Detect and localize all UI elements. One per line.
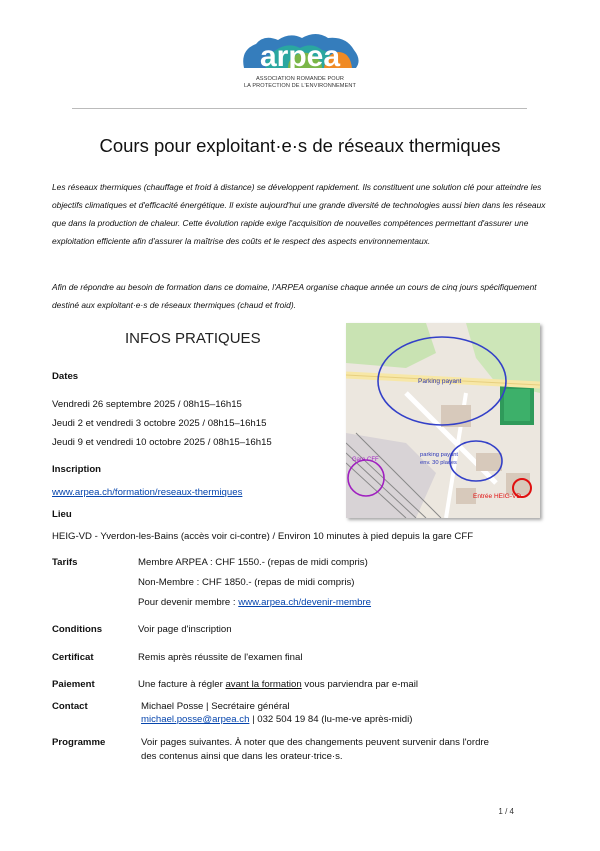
map-label-gare: Gare CFF	[352, 457, 379, 463]
programme-line-1: Voir pages suivantes. À noter que des changements peuvent survenir dans l'ordre	[141, 737, 489, 748]
devenir-membre-line	[138, 597, 371, 608]
conditions-label: Conditions	[52, 624, 103, 635]
devenir-membre-prefix: Pour devenir membre :	[138, 597, 239, 608]
map-label-entree: Entrée HEIG-VD	[473, 493, 522, 500]
location-map	[346, 323, 540, 518]
contact-details	[141, 714, 412, 725]
date-item-2: Jeudi 2 et vendredi 3 octobre 2025 / 08h15–16h15	[52, 418, 267, 429]
paiement-underlined: avant la formation	[225, 679, 302, 690]
infos-heading: INFOS PRATIQUES	[125, 330, 261, 347]
contact-name: Michael Posse | Secrétaire général	[141, 701, 290, 712]
logo-subtitle-line1: ASSOCIATION ROMANDE POUR	[255, 76, 345, 82]
inscription-link[interactable]: www.arpea.ch/formation/reseaux-thermiques	[52, 487, 243, 498]
date-item-1: Vendredi 26 septembre 2025 / 08h15–16h15	[52, 399, 242, 410]
tarifs-label: Tarifs	[52, 557, 78, 568]
programme-line-2: des contenus ainsi que dans les orateur·trice·s.	[141, 751, 343, 762]
header-divider	[72, 108, 527, 109]
paiement-text	[138, 679, 418, 690]
paiement-after: vous parviendra par e-mail	[301, 679, 418, 690]
dates-label: Dates	[52, 371, 79, 382]
certificat-label: Certificat	[52, 652, 94, 663]
inscription-label: Inscription	[52, 464, 102, 475]
logo-graphic	[238, 30, 362, 74]
lieu-text: HEIG-VD - Yverdon-les-Bains (accès voir ci-contre) / Environ 10 minutes à pied depuis la gare CFF	[52, 531, 474, 542]
programme-label: Programme	[52, 737, 106, 748]
map-label-parking-2-line1: parking payant	[420, 452, 459, 458]
devenir-membre-link[interactable]: www.arpea.ch/devenir-membre	[238, 597, 372, 608]
map-label-parking-2-line2: env. 30 places	[420, 460, 457, 466]
paiement-before: Une facture à régler	[138, 679, 226, 690]
map-graphic	[346, 323, 540, 518]
arpea-logo	[238, 30, 362, 90]
map-label-parking-1: Parking payant	[418, 378, 462, 385]
lieu-label: Lieu	[52, 509, 72, 520]
intro-paragraph-2: Afin de répondre au besoin de formation dans ce domaine, l'ARPEA organise chaque année un cours de cinq jours spécifiquement destiné aux exploitant·e·s de réseaux thermiques (chaud et froid).	[52, 282, 537, 310]
logo-subtitle	[238, 76, 362, 89]
contact-phone: | 032 504 19 84 (lu-me-ve après-midi)	[249, 714, 413, 725]
certificat-text: Remis après réussite de l'examen final	[138, 652, 303, 663]
contact-label: Contact	[52, 701, 88, 712]
page-title: Cours pour exploitant·e·s de réseaux thermiques	[99, 135, 501, 156]
paiement-label: Paiement	[52, 679, 95, 690]
tarif-non-membre: Non-Membre : CHF 1850.- (repas de midi compris)	[138, 577, 355, 588]
logo-word: arpea	[259, 40, 341, 73]
intro-paragraph-1: Les réseaux thermiques (chauffage et froid à distance) se développent rapidement. Ils constituent une solution clé pour atteindre les objectifs climatiques et d'efficacité énergétique. Il existe aujourd'hui une grande diversité de technologies aussi bien dans les réseaux que dans la production de chaleur. Cette évolution rapide exige l'acquisition de nouvelles compétences permettant d'assurer une exploitation efficiente afin d'assurer la maîtrise des coûts et le respect des aspects environnementaux.	[52, 182, 546, 246]
contact-email-link[interactable]: michael.posse@arpea.ch	[141, 714, 250, 725]
date-item-3: Jeudi 9 et vendredi 10 octobre 2025 / 08h15–16h15	[52, 437, 272, 448]
tarif-membre: Membre ARPEA : CHF 1550.- (repas de midi compris)	[138, 557, 368, 568]
logo-subtitle-line2: LA PROTECTION DE L'ENVIRONNEMENT	[243, 82, 357, 89]
conditions-text: Voir page d'inscription	[138, 624, 232, 635]
page-number: 1 / 4	[498, 807, 514, 816]
